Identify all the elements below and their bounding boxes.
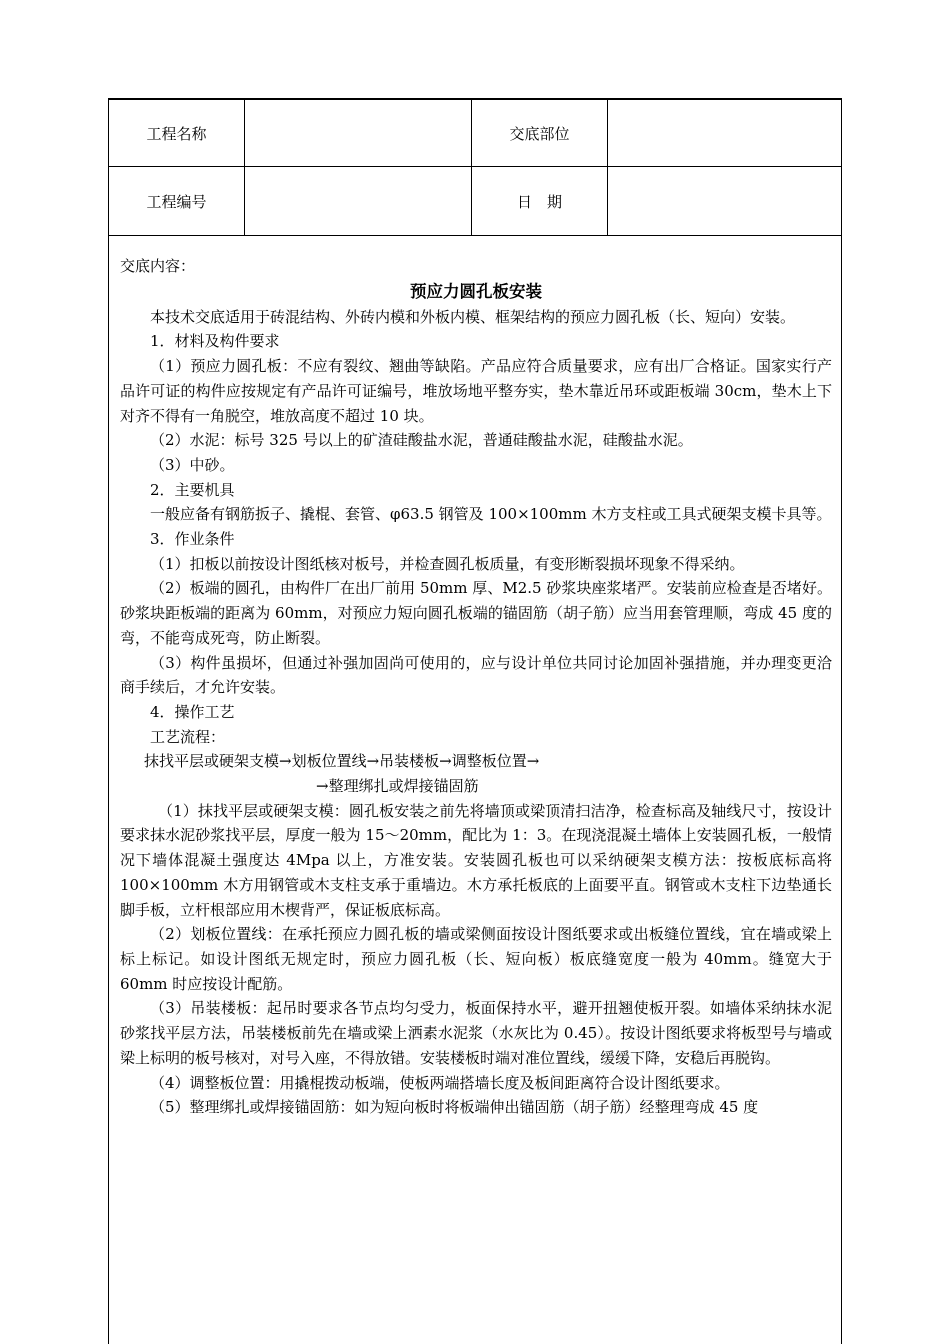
project-number-field[interactable] <box>245 167 472 235</box>
section-heading: 4．操作工艺 <box>150 702 235 721</box>
header-row-2 <box>109 167 841 236</box>
document-title: 预应力圆孔板安装 <box>410 281 542 301</box>
step-paragraph: （5）整理绑扎或焊接锚固筋：如为短向板时将板端伸出锚固筋（胡子筋）经整理弯成 45 度 <box>150 1098 759 1117</box>
project-number-label: 工程编号 <box>109 167 245 235</box>
date-label: 日 期 <box>472 167 608 235</box>
project-name-field[interactable] <box>245 100 472 166</box>
section-heading: 1．材料及构件要求 <box>150 332 280 351</box>
step-paragraph: （3）吊装楼板：起吊时要求各节点均匀受力，板面保持水平，避开扭翘使板开裂。如墙体采纳抹水泥砂浆找平层方法，吊装楼板前先在墙或梁上洒素水泥浆（水灰比为 0.45）。按设计图纸要求将板型号与墙或梁上标明的板号核对，对号入座，不得放错。安装楼板时端对准位置线，缓缓下降，安稳后再脱钩。 <box>120 999 832 1067</box>
step-paragraph: （1）抹找平层或硬架支模：圆孔板安装之前先将墙顶或梁顶清扫洁净，检查标高及轴线尺寸，按设计要求抹水泥砂浆找平层，厚度一般为 15～20mm，配比为 1：3。在现浇混凝土墙体上安装圆孔板，一般情况下墙体混凝土强度达 4Mpa 以上，方准安装。安装圆孔板也可以采纳硬架支模方法：按板底标高将 100×100mm 木方用钢管或木支柱支承于重墙边。木方承托板底的上面要平直。钢管或木支柱下边垫通长脚手板，立杆根部应用木楔背严，保证板底标高。 <box>120 801 832 919</box>
handover-location-field[interactable] <box>608 100 841 166</box>
paragraph: （2）板端的圆孔，由构件厂在出厂前用 50mm 厚、M2.5 砂浆块座浆堵严。安装前应检查是否堵好。砂浆块距板端的距离为 60mm，对预应力短向圆孔板端的锚固筋（胡子筋）应当用套管理顺，弯成 45 度的弯，不能弯成死弯，防止断裂。 <box>120 579 832 647</box>
paragraph: （1）预应力圆孔板：不应有裂纹、翘曲等缺陷。产品应符合质量要求，应有出厂合格证。国家实行产品许可证的构件应按规定有产品许可证编号，堆放场地平整夯实，垫木靠近吊环或距板端 30cm，垫木上下对齐不得有一角脱空，堆放高度不超过 10 块。 <box>120 357 832 425</box>
handover-form <box>108 98 842 1344</box>
intro-label: 交底内容： <box>120 257 196 275</box>
handover-location-label: 交底部位 <box>472 100 608 166</box>
paragraph: 本技术交底适用于砖混结构、外砖内模和外板内模、框架结构的预应力圆孔板（长、短向）安装。 <box>150 307 796 326</box>
date-field[interactable] <box>608 167 841 235</box>
paragraph: （1）扣板以前按设计图纸核对板号，并检查圆孔板质量，有变形断裂损坏现象不得采纳。 <box>150 554 745 573</box>
process-flow-line-2: →整理绑扎或焊接锚固筋 <box>316 777 479 796</box>
handover-content <box>109 236 841 1120</box>
paragraph: （3）构件虽损坏，但通过补强加固尚可使用的，应与设计单位共同讨论加固补强措施，并办理变更洽商手续后，才允许安装。 <box>120 653 832 697</box>
step-paragraph: （4）调整板位置：用撬棍拨动板端，使板两端搭墙长度及板间距离符合设计图纸要求。 <box>150 1073 730 1092</box>
paragraph: （3）中砂。 <box>150 455 235 474</box>
project-name-label: 工程名称 <box>109 100 245 166</box>
paragraph: 一般应备有钢筋扳子、撬棍、套管、φ63.5 钢管及 100×100mm 木方支柱或工具式硬架支模卡具等。 <box>150 505 832 524</box>
step-paragraph: （2）划板位置线：在承托预应力圆孔板的墙或梁侧面按设计图纸要求或出板缝位置线，宜在墙或梁上标上标记。如设计图纸无规定时，预应力圆孔板（长、短向板）板底缝宽度一般为 40mm。缝宽大于 60mm 时应按设计配筋。 <box>120 925 832 993</box>
header-row-1 <box>109 100 841 167</box>
section-heading: 3．作业条件 <box>150 530 235 549</box>
section-heading: 2．主要机具 <box>150 480 235 499</box>
paragraph: 工艺流程： <box>150 727 226 746</box>
paragraph: （2）水泥：标号 325 号以上的矿渣硅酸盐水泥，普通硅酸盐水泥，硅酸盐水泥。 <box>150 431 693 450</box>
process-flow-line-1: 抹找平层或硬架支模→划板位置线→吊装楼板→调整板位置→ <box>144 752 540 771</box>
